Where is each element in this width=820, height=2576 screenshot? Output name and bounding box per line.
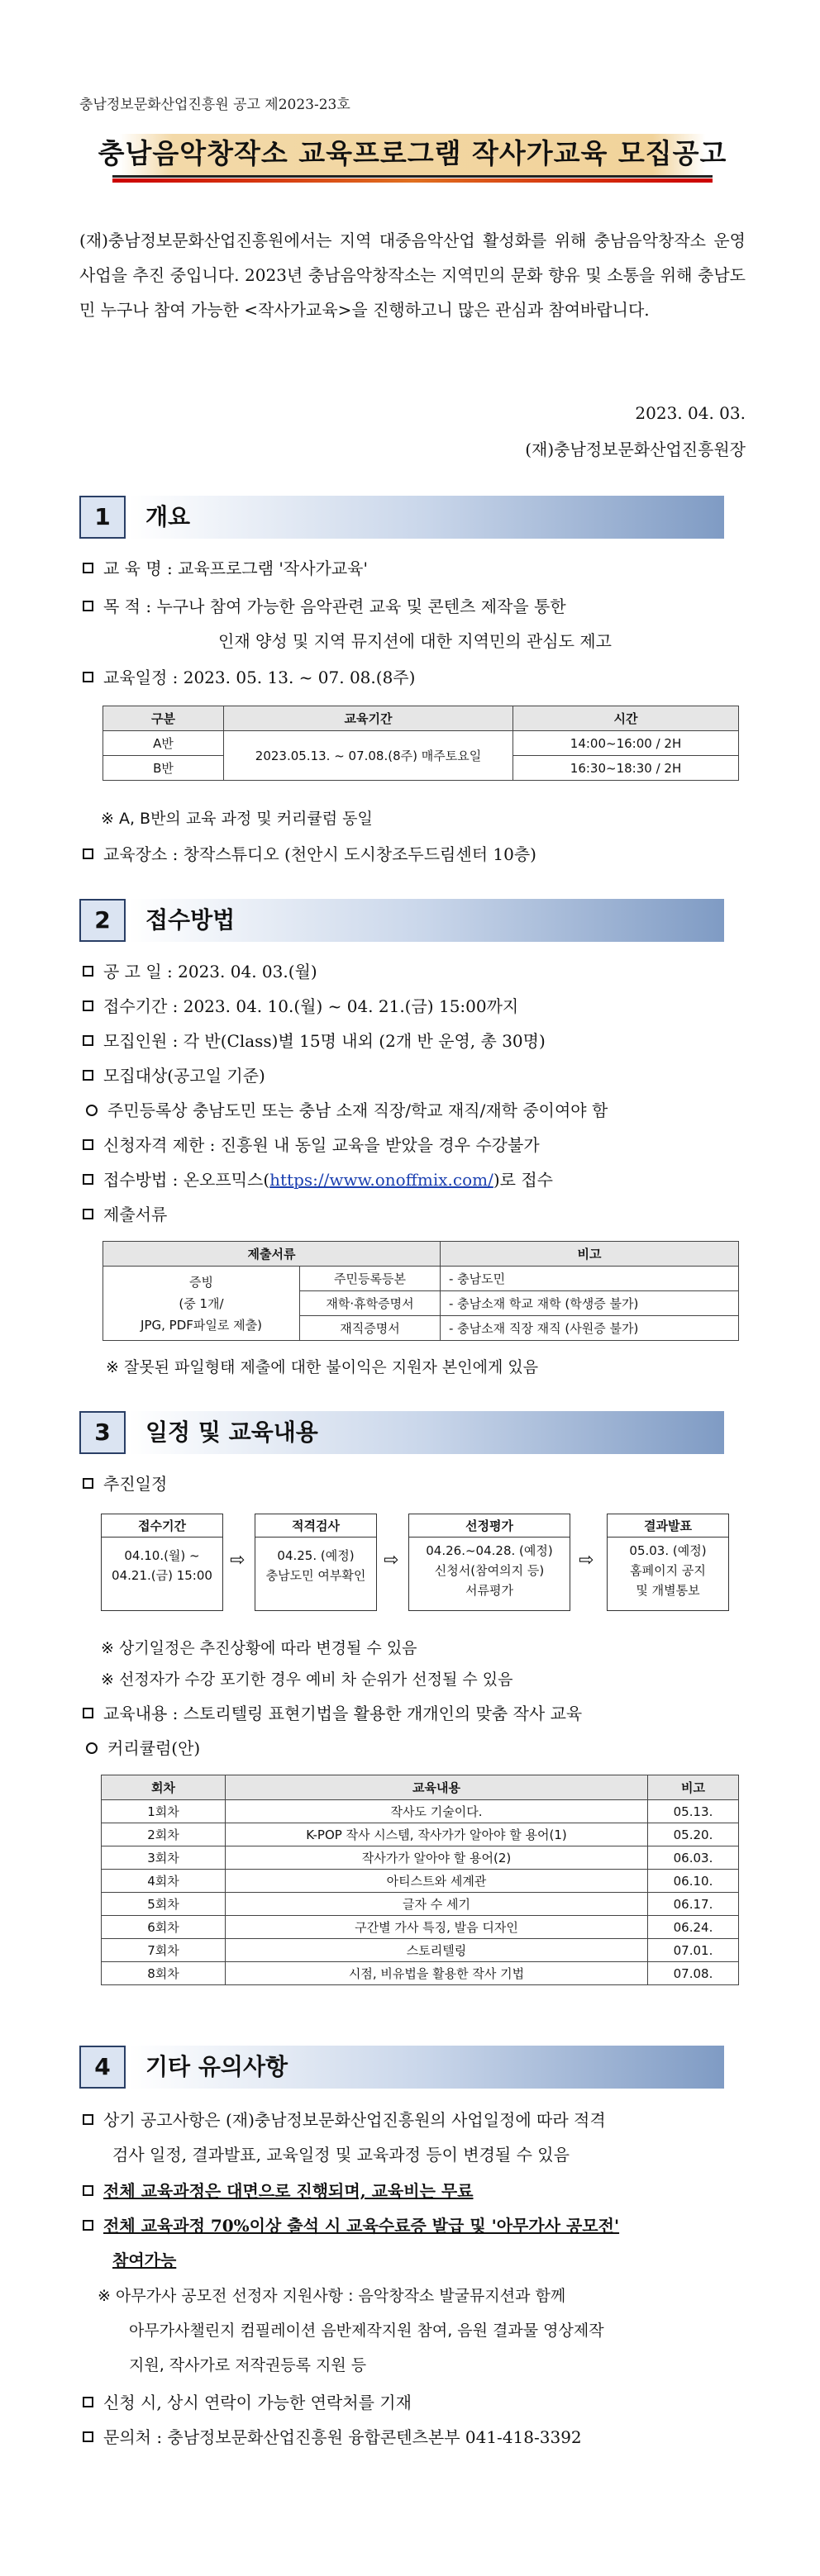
doc-cell: 주민등록등본 — [300, 1267, 441, 1291]
section-3-header — [79, 1411, 724, 1454]
section-title: 일정 및 교육내용 — [145, 1419, 318, 1446]
schedule-table — [102, 706, 739, 781]
waitlist-note: ※ 선정자가 수강 포기한 경우 예비 차 순위가 선정될 수 있음 — [101, 1671, 513, 1689]
curriculum-table — [101, 1775, 739, 1985]
documents-table — [102, 1241, 739, 1341]
restriction-item: 신청자격 제한 : 진흥원 내 동일 교육을 받았을 경우 수강불가 — [83, 1132, 540, 1156]
contest-support-note-cont: 아무가사챌린지 컴필레이션 음반제작지원 참여, 음원 결과물 영상제작 — [129, 2322, 604, 2340]
square-bullet-icon — [83, 1035, 93, 1046]
doc-note-cell: - 충남소재 직장 재직 (사원증 불가) — [441, 1316, 739, 1341]
doc-note-cell: - 충남소재 학교 재학 (학생증 불가) — [441, 1291, 739, 1316]
contest-support-note: ※ 아무가사 공모전 선정자 지원사항 : 음악창작소 발굴뮤지션과 함께 — [98, 2287, 566, 2305]
period-item: 교육일정 : 2023. 05. 13. ~ 07. 08.(8주) — [83, 664, 415, 688]
class-a-cell: A반 — [103, 731, 224, 756]
arrow-right-icon: ⇨ — [384, 1550, 399, 1571]
class-b-cell: B반 — [103, 756, 224, 781]
notice-date-item: 공 고 일 : 2023. 04. 03.(월) — [83, 958, 317, 982]
square-bullet-icon — [83, 1209, 93, 1219]
proof-group-cell: 증빙 (중 1개/ JPG, PDF파일로 제출) — [103, 1267, 300, 1341]
table-row: 5회차 글자 수 세기 06.17. — [102, 1893, 739, 1916]
change-notice-item-cont: 검사 일정, 결과발표, 교육일정 및 교육과정 등이 변경될 수 있음 — [112, 2145, 570, 2165]
square-bullet-icon — [83, 563, 93, 573]
circle-bullet-icon — [86, 1105, 98, 1116]
arrow-right-icon: ⇨ — [230, 1550, 246, 1571]
section-4-header — [79, 2046, 724, 2089]
free-course-item: 전체 교육과정은 대면으로 진행되며, 교육비는 무료 — [83, 2178, 474, 2202]
section-title: 개요 — [145, 503, 191, 530]
purpose-item-cont: 인재 양성 및 지역 뮤지션에 대한 지역민의 관심도 제고 — [218, 631, 612, 651]
table-header: 구분 — [103, 706, 224, 731]
apply-period-item: 접수기간 : 2023. 04. 10.(월) ~ 04. 21.(금) 15:00까지 — [83, 993, 518, 1017]
circle-bullet-icon — [86, 1742, 98, 1754]
table-row: 6회차 구간별 가사 특징, 발음 디자인 06.24. — [102, 1916, 739, 1939]
table-header: 회차 — [102, 1775, 226, 1800]
square-bullet-icon — [83, 966, 93, 977]
method-item: 접수방법 : 온오프믹스(https://www.onoffmix.com/)로 접수 — [83, 1167, 553, 1191]
flow-step-apply: 접수기간 04.10.(월) ~ 04.21.(금) 15:00 — [101, 1514, 223, 1611]
square-bullet-icon — [83, 1174, 93, 1185]
square-bullet-icon — [83, 1070, 93, 1081]
square-bullet-icon — [83, 1708, 93, 1718]
section-title: 접수방법 — [145, 906, 236, 934]
table-row: 7회차 스토리텔링 07.01. — [102, 1939, 739, 1962]
doc-cell: 재직증명서 — [300, 1316, 441, 1341]
inquiry-item: 문의처 : 충남정보문화산업진흥원 융합콘텐츠본부 041-418-3392 — [83, 2424, 582, 2448]
table-header: 제출서류 — [103, 1242, 441, 1267]
file-format-note: ※ 잘못된 파일형태 제출에 대한 불이익은 지원자 본인에게 있음 — [106, 1358, 539, 1376]
table-row: 1회차 작사도 기술이다. 05.13. — [102, 1800, 739, 1823]
table-header: 시간 — [513, 706, 739, 731]
section-number: 1 — [79, 496, 126, 539]
square-bullet-icon — [83, 2397, 93, 2407]
table-header: 교육내용 — [226, 1775, 648, 1800]
square-bullet-icon — [83, 2114, 93, 2125]
doc-cell: 재학·휴학증명서 — [300, 1291, 441, 1316]
section-number: 4 — [79, 2046, 126, 2089]
flow-step-result: 결과발표 05.03. (예정) 홈페이지 공지 및 개별통보 — [607, 1514, 729, 1611]
table-row: 4회차 아티스트와 세계관 06.10. — [102, 1870, 739, 1893]
square-bullet-icon — [83, 2220, 93, 2231]
curriculum-note: ※ A, B반의 교육 과정 및 커리큘럼 동일 — [101, 810, 373, 828]
schedule-change-note: ※ 상기일정은 추진상황에 따라 변경될 수 있음 — [101, 1639, 417, 1657]
target-item: 모집대상(공고일 기준) — [83, 1062, 265, 1086]
documents-item: 제출서류 — [83, 1201, 167, 1225]
target-detail-item: 주민등록상 충남도민 또는 충남 소재 직장/학교 재직/재학 중이여야 함 — [86, 1097, 608, 1121]
table-header: 비고 — [441, 1242, 739, 1267]
intro-paragraph: (재)충남정보문화산업진흥원에서는 지역 대중음악산업 활성화를 위해 충남음악창작소 운영 사업을 추진 중입니다. 2023년 충남음악창작소는 지역민의 문화 향유 및 소통을 위해 충남도민 누구나 참여 가능한 <작사가교육>을 진행하고니 많은 관심과 참여바랍니다. — [79, 231, 746, 320]
title-underline — [112, 175, 713, 178]
section-1-header — [79, 496, 724, 539]
square-bullet-icon — [83, 1139, 93, 1150]
title-banner — [79, 124, 746, 190]
arrow-right-icon: ⇨ — [579, 1550, 594, 1571]
section-2-header — [79, 899, 724, 942]
headcount-item: 모집인원 : 각 반(Class)별 15명 내외 (2개 반 운영, 총 30명) — [83, 1028, 546, 1052]
issuer: (재)충남정보문화산업진흥원장 — [525, 440, 746, 459]
flow-step-eligibility: 적격검사 04.25. (예정) 충남도민 여부확인 — [255, 1514, 377, 1611]
square-bullet-icon — [83, 601, 93, 611]
page-title: 충남음악창작소 교육프로그램 작사가교육 모집공고 — [98, 137, 727, 169]
table-header: 비고 — [648, 1775, 739, 1800]
time-a-cell: 14:00~16:00 / 2H — [513, 731, 739, 756]
onoffmix-link[interactable]: https://www.onoffmix.com/ — [269, 1170, 493, 1190]
section-bar — [129, 496, 724, 539]
table-row: 3회차 작사가가 알아야 할 용어(2) 06.03. — [102, 1846, 739, 1870]
table-row: 2회차 K-POP 작사 시스템, 작사가가 알아야 할 용어(1) 05.20. — [102, 1823, 739, 1846]
table-row: 8회차 시점, 비유법을 활용한 작사 기법 07.08. — [102, 1962, 739, 1985]
time-b-cell: 16:30~18:30 / 2H — [513, 756, 739, 781]
square-bullet-icon — [83, 2431, 93, 2442]
place-item: 교육장소 : 창작스튜디오 (천안시 도시창조두드림센터 10층) — [83, 841, 536, 865]
square-bullet-icon — [83, 848, 93, 859]
square-bullet-icon — [83, 1000, 93, 1011]
flow-step-selection: 선정평가 04.26.~04.28. (예정) 신청서(참여의지 등) 서류평가 — [408, 1514, 570, 1611]
content-item: 교육내용 : 스토리텔링 표현기법을 활용한 개개인의 맞춤 작사 교육 — [83, 1700, 582, 1724]
title-accent-line — [112, 178, 713, 183]
change-notice-item: 상기 공고사항은 (재)충남정보문화산업진흥원의 사업일정에 따라 적격 — [83, 2107, 606, 2131]
certificate-item-cont: 참여가능 — [112, 2250, 177, 2270]
notice-number: 충남정보문화산업진흥원 공고 제2023-23호 — [79, 97, 350, 113]
purpose-item: 목 적 : 누구나 참여 가능한 음악관련 교육 및 콘텐츠 제작을 통한 — [83, 593, 566, 617]
square-bullet-icon — [83, 672, 93, 682]
curriculum-item: 커리큘럼(안) — [86, 1735, 200, 1759]
square-bullet-icon — [83, 2185, 93, 2196]
period-cell: 2023.05.13. ~ 07.08.(8주) 매주토요일 — [224, 731, 513, 781]
square-bullet-icon — [83, 1478, 93, 1489]
course-name-item: 교 육 명 : 교육프로그램 '작사가교육' — [83, 555, 368, 579]
section-number: 2 — [79, 899, 126, 942]
certificate-item: 전체 교육과정 70%이상 출석 시 교육수료증 발급 및 '아무가사 공모전' — [83, 2212, 619, 2236]
table-header: 교육기간 — [224, 706, 513, 731]
notice-date: 2023. 04. 03. — [635, 403, 746, 423]
doc-note-cell: - 충남도민 — [441, 1267, 739, 1291]
contact-info-item: 신청 시, 상시 연락이 가능한 연락처를 기재 — [83, 2389, 412, 2413]
schedule-item: 추진일정 — [83, 1471, 167, 1495]
section-title: 기타 유의사항 — [145, 2053, 288, 2080]
contest-support-note-cont2: 지원, 작사가로 저작권등록 지원 등 — [129, 2356, 367, 2374]
section-number: 3 — [79, 1411, 126, 1454]
